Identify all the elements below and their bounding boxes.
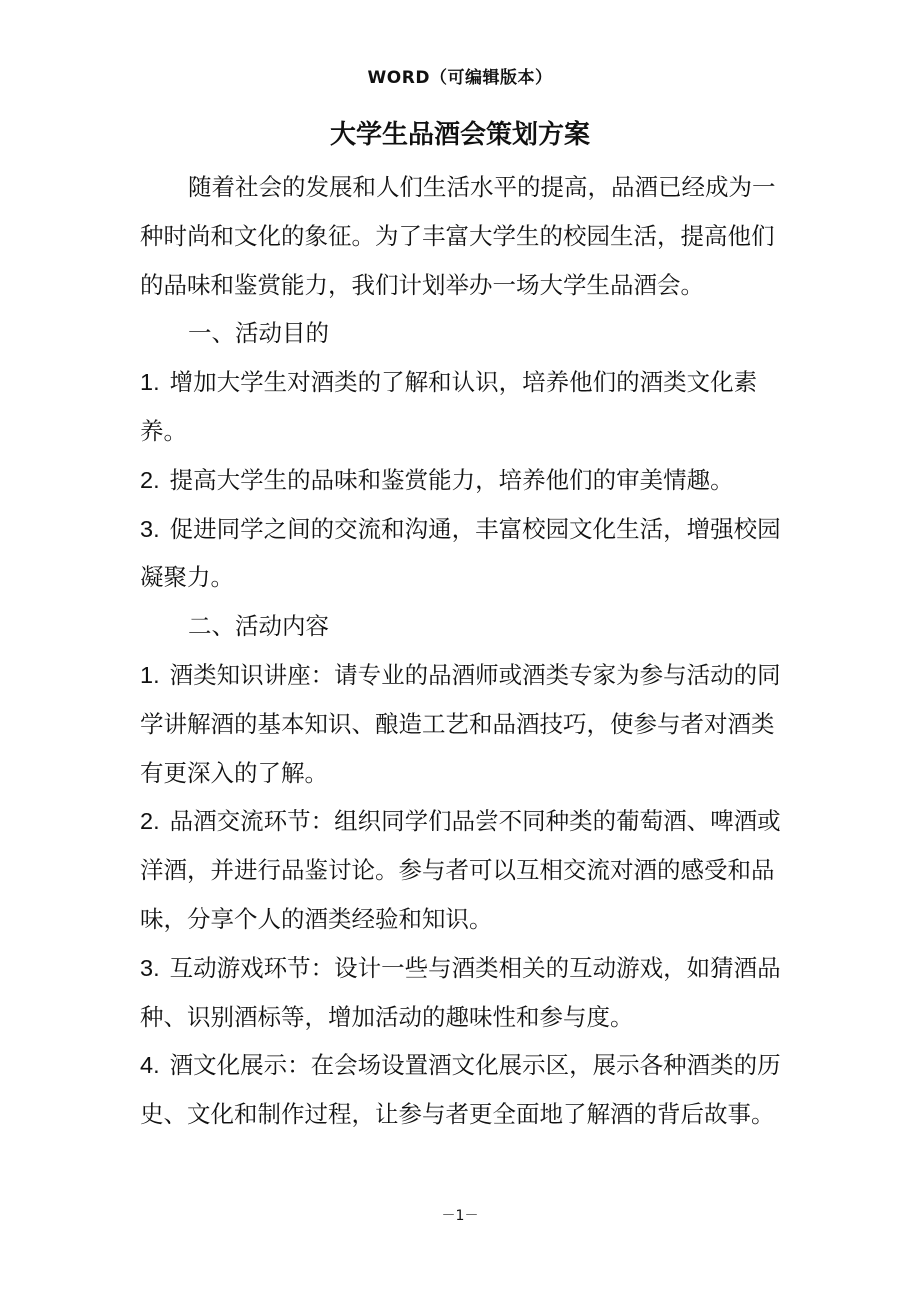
list-item xyxy=(140,944,788,1042)
section-heading-purpose: 一、活动目的 xyxy=(188,319,329,348)
list-item-number: 2. xyxy=(140,808,160,835)
list-item-number: 1. xyxy=(140,369,160,396)
list-item xyxy=(140,358,788,456)
document-header-label: WORD（可编辑版本） xyxy=(367,68,553,88)
list-item-text: 提高大学生的品味和鉴赏能力，培养他们的审美情趣。 xyxy=(169,465,734,494)
list-item-number: 2. xyxy=(140,466,160,493)
list-item xyxy=(140,505,788,603)
list-item-number: 3. xyxy=(140,954,160,981)
list-item-number: 4. xyxy=(140,1052,160,1079)
list-item-text: 促进同学之间的交流和沟通，丰富校园文化生活，增强校园凝聚力。 xyxy=(140,514,781,592)
list-item xyxy=(140,456,788,505)
list-item-text: 互动游戏环节：设计一些与酒类相关的互动游戏，如猜酒品种、识别酒标等，增加活动的趣味性和参与度。 xyxy=(140,953,781,1031)
intro-paragraph: 随着社会的发展和人们生活水平的提高，品酒已经成为一种时尚和文化的象征。为了丰富大学生的校园生活，提高他们的品味和鉴赏能力，我们计划举办一场大学生品酒会。 xyxy=(140,173,776,299)
section-heading-content: 二、活动内容 xyxy=(188,612,329,641)
document-body xyxy=(140,163,788,1139)
list-item-number: 1. xyxy=(140,661,160,688)
list-item-text: 酒文化展示：在会场设置酒文化展示区，展示各种酒类的历史、文化和制作过程，让参与者更全面地了解酒的背后故事。 xyxy=(140,1051,781,1129)
list-item-text: 增加大学生对酒类的了解和认识，培养他们的酒类文化素养。 xyxy=(140,368,758,445)
list-item-text: 酒类知识讲座：请专业的品酒师或酒类专家为参与活动的同学讲解酒的基本知识、酿造工艺和品酒技巧，使参与者对酒类有更深入的了解。 xyxy=(140,660,781,787)
document-title: 大学生品酒会策划方案 xyxy=(329,120,590,150)
list-item xyxy=(140,1041,788,1139)
list-item-text: 品酒交流环节：组织同学们品尝不同种类的葡萄酒、啤酒或洋酒，并进行品鉴讨论。参与者可以互相交流对酒的感受和品味，分享个人的酒类经验和知识。 xyxy=(140,807,781,933)
list-item-number: 3. xyxy=(140,515,160,542)
list-item xyxy=(140,797,788,943)
list-item xyxy=(140,651,788,797)
page-number: －1－ xyxy=(441,1208,479,1224)
